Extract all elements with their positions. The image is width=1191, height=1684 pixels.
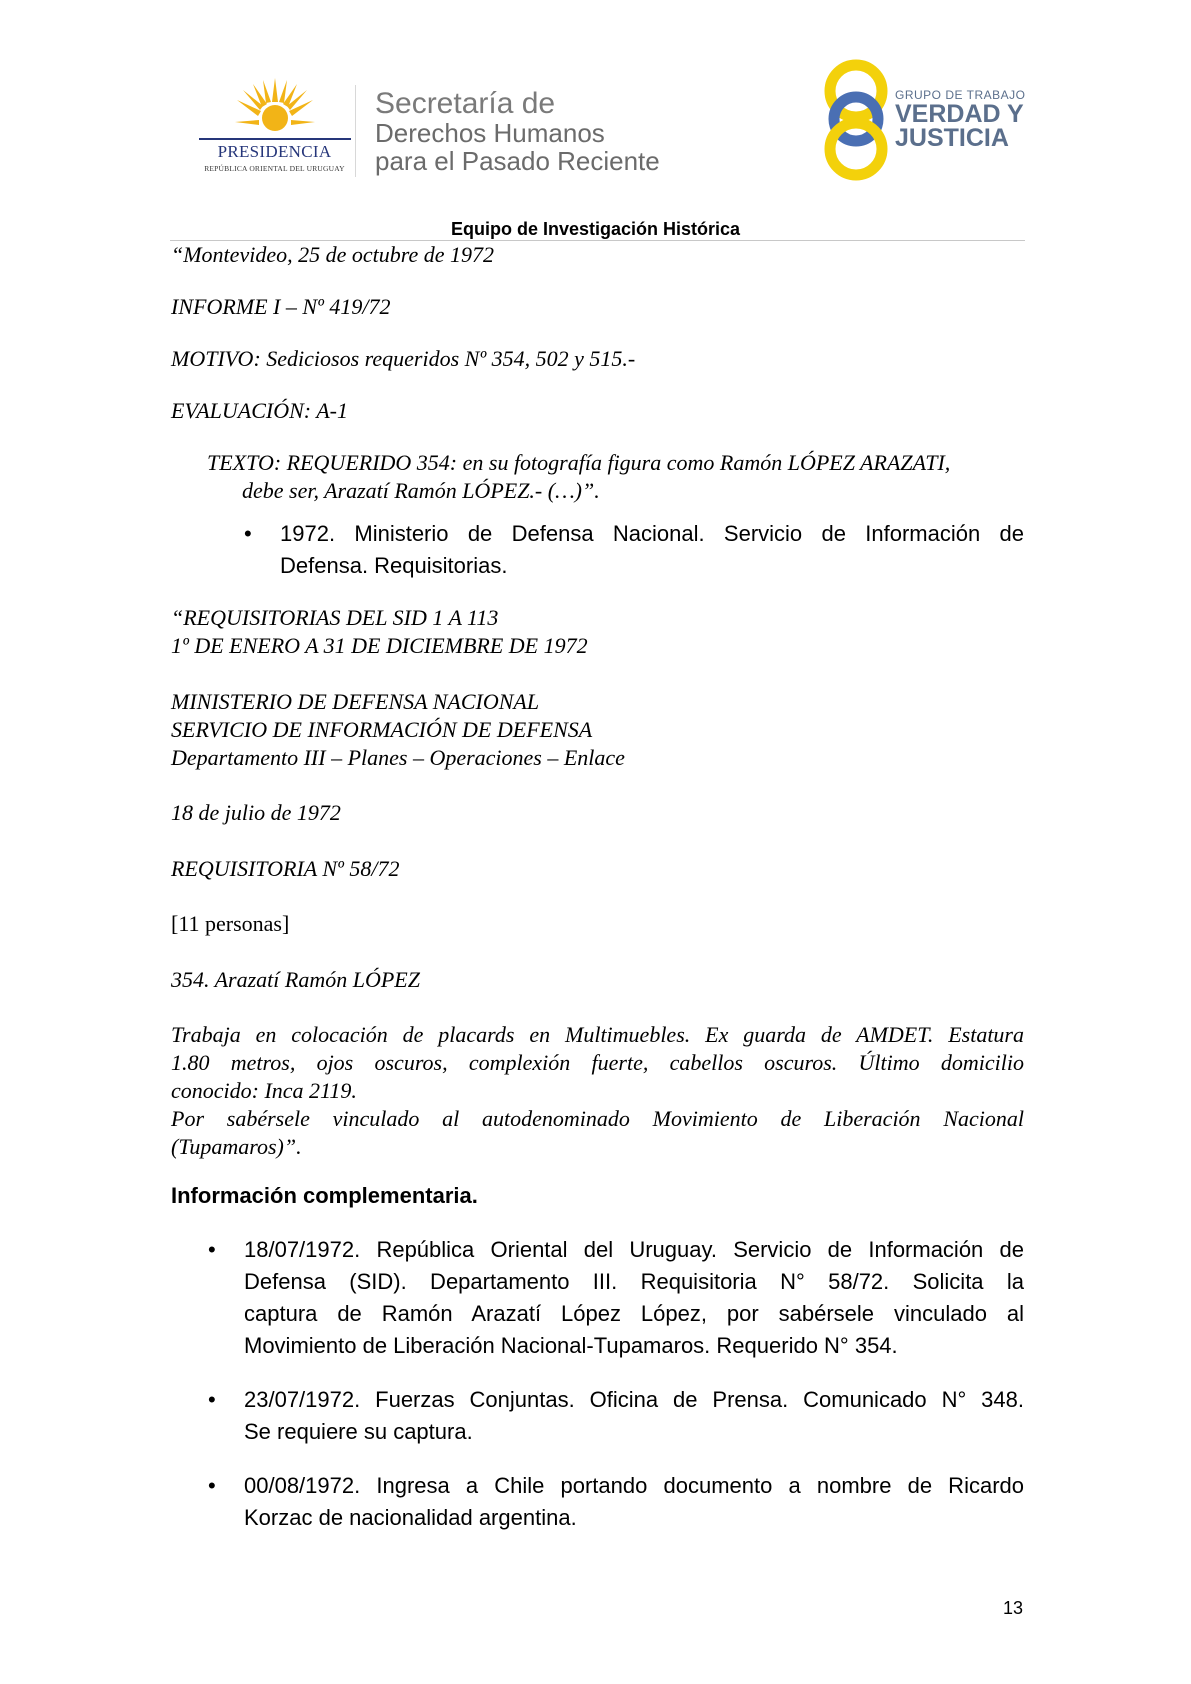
desc-line4: Por sabérsele vinculado al autodenominado Movimiento de Liberación Nacional (171, 1106, 1024, 1131)
bullet-icon: • (208, 1387, 216, 1412)
desc-line5: (Tupamaros)”. (171, 1134, 302, 1159)
desc-line3: conocido: Inca 2119. (171, 1078, 357, 1103)
report-place-date: “Montevideo, 25 de octubre de 1972 (171, 242, 494, 267)
complementaria-item-line: 18/07/1972. República Oriental del Uruguay. Servicio de Información de (244, 1237, 1024, 1262)
team-title: Equipo de Investigación Histórica (450, 219, 741, 239)
requisitorias-date: 18 de julio de 1972 (171, 800, 341, 825)
desc-line2: 1.80 metros, ojos oscuros, complexión fuerte, cabellos oscuros. Último domicilio (171, 1050, 1024, 1075)
rings-icon (822, 57, 890, 181)
complementaria-item-line: captura de Ramón Arazatí López López, por sabérsele vinculado al (244, 1301, 1024, 1326)
source-line1 (280, 521, 1024, 547)
secretaria-line1: Secretaría de (375, 87, 556, 120)
source-line1-text: 1972. Ministerio de Defensa Nacional. Servicio de Información de (280, 521, 1024, 546)
page-header (0, 0, 1191, 230)
header-rule (170, 240, 1025, 241)
verdad-justicia-text (895, 88, 1025, 150)
requisitorias-org2: SERVICIO DE INFORMACIÓN DE DEFENSA (171, 717, 593, 742)
secretaria-line2: Derechos Humanos (375, 118, 605, 148)
source-line2: Defensa. Requisitorias. (280, 553, 508, 578)
complementaria-item-line: 00/08/1972. Ingresa a Chile portando documento a nombre de Ricardo (244, 1473, 1024, 1498)
logo-divider (355, 85, 356, 177)
requisitorias-title1: “REQUISITORIAS DEL SID 1 A 113 (171, 605, 499, 630)
bullet-icon: • (208, 1473, 216, 1498)
requisitorias-org1: MINISTERIO DE DEFENSA NACIONAL (171, 689, 540, 714)
justicia-label: JUSTICIA (895, 124, 1009, 152)
complementaria-title: Información complementaria. (171, 1183, 478, 1208)
complementaria-item-line: 23/07/1972. Fuerzas Conjuntas. Oficina de Prensa. Comunicado N° 348. (244, 1387, 1024, 1412)
requisitorias-title2: 1º DE ENERO A 31 DE DICIEMBRE DE 1972 (171, 633, 588, 658)
page-number: 13 (1003, 1598, 1024, 1618)
requisitorias-org3: Departamento III – Planes – Operaciones – Enlace (171, 745, 625, 770)
presidencia-rule (199, 138, 351, 140)
desc-line1: Trabaja en colocación de placards en Multimuebles. Ex guarda de AMDET. Estatura (171, 1022, 1024, 1047)
bullet-icon: • (208, 1237, 216, 1262)
complementaria-item-line: Defensa (SID). Departamento III. Requisitoria N° 58/72. Solicita la (244, 1269, 1024, 1294)
complementaria-item-line: Movimiento de Liberación Nacional-Tupamaros. Requerido N° 354. (244, 1333, 898, 1358)
report-evaluacion: EVALUACIÓN: A-1 (171, 398, 348, 423)
complementaria-item-line: Korzac de nacionalidad argentina. (244, 1505, 577, 1530)
presidencia-name: PRESIDENCIA (217, 142, 332, 161)
requisitorias-number: REQUISITORIA Nº 58/72 (171, 856, 400, 881)
grupo-trabajo-label: GRUPO DE TRABAJO (895, 88, 1026, 102)
report-texto-line2: debe ser, Arazatí Ramón LÓPEZ.- (…)”. (242, 478, 600, 503)
complementaria-item-line: Se requiere su captura. (244, 1419, 473, 1444)
requisitorias-count: [11 personas] (171, 911, 290, 936)
bullet-icon: • (244, 521, 252, 546)
report-informe: INFORME I – Nº 419/72 (171, 294, 391, 319)
verdad-label: VERDAD Y (895, 100, 1024, 128)
report-motivo: MOTIVO: Sediciosos requeridos Nº 354, 502 y 515.- (171, 346, 636, 371)
secretaria-line3: para el Pasado Reciente (375, 146, 660, 176)
requisitorias-person: 354. Arazatí Ramón LÓPEZ (171, 967, 420, 992)
sun-icon (235, 78, 315, 134)
secretaria-logo (375, 88, 660, 175)
presidencia-logo (197, 78, 352, 178)
report-texto-line1: TEXTO: REQUERIDO 354: en su fotografía figura como Ramón LÓPEZ ARAZATI, (207, 450, 951, 475)
verdad-justicia-logo (822, 57, 1037, 182)
presidencia-subtitle: REPÚBLICA ORIENTAL DEL URUGUAY (204, 164, 345, 173)
